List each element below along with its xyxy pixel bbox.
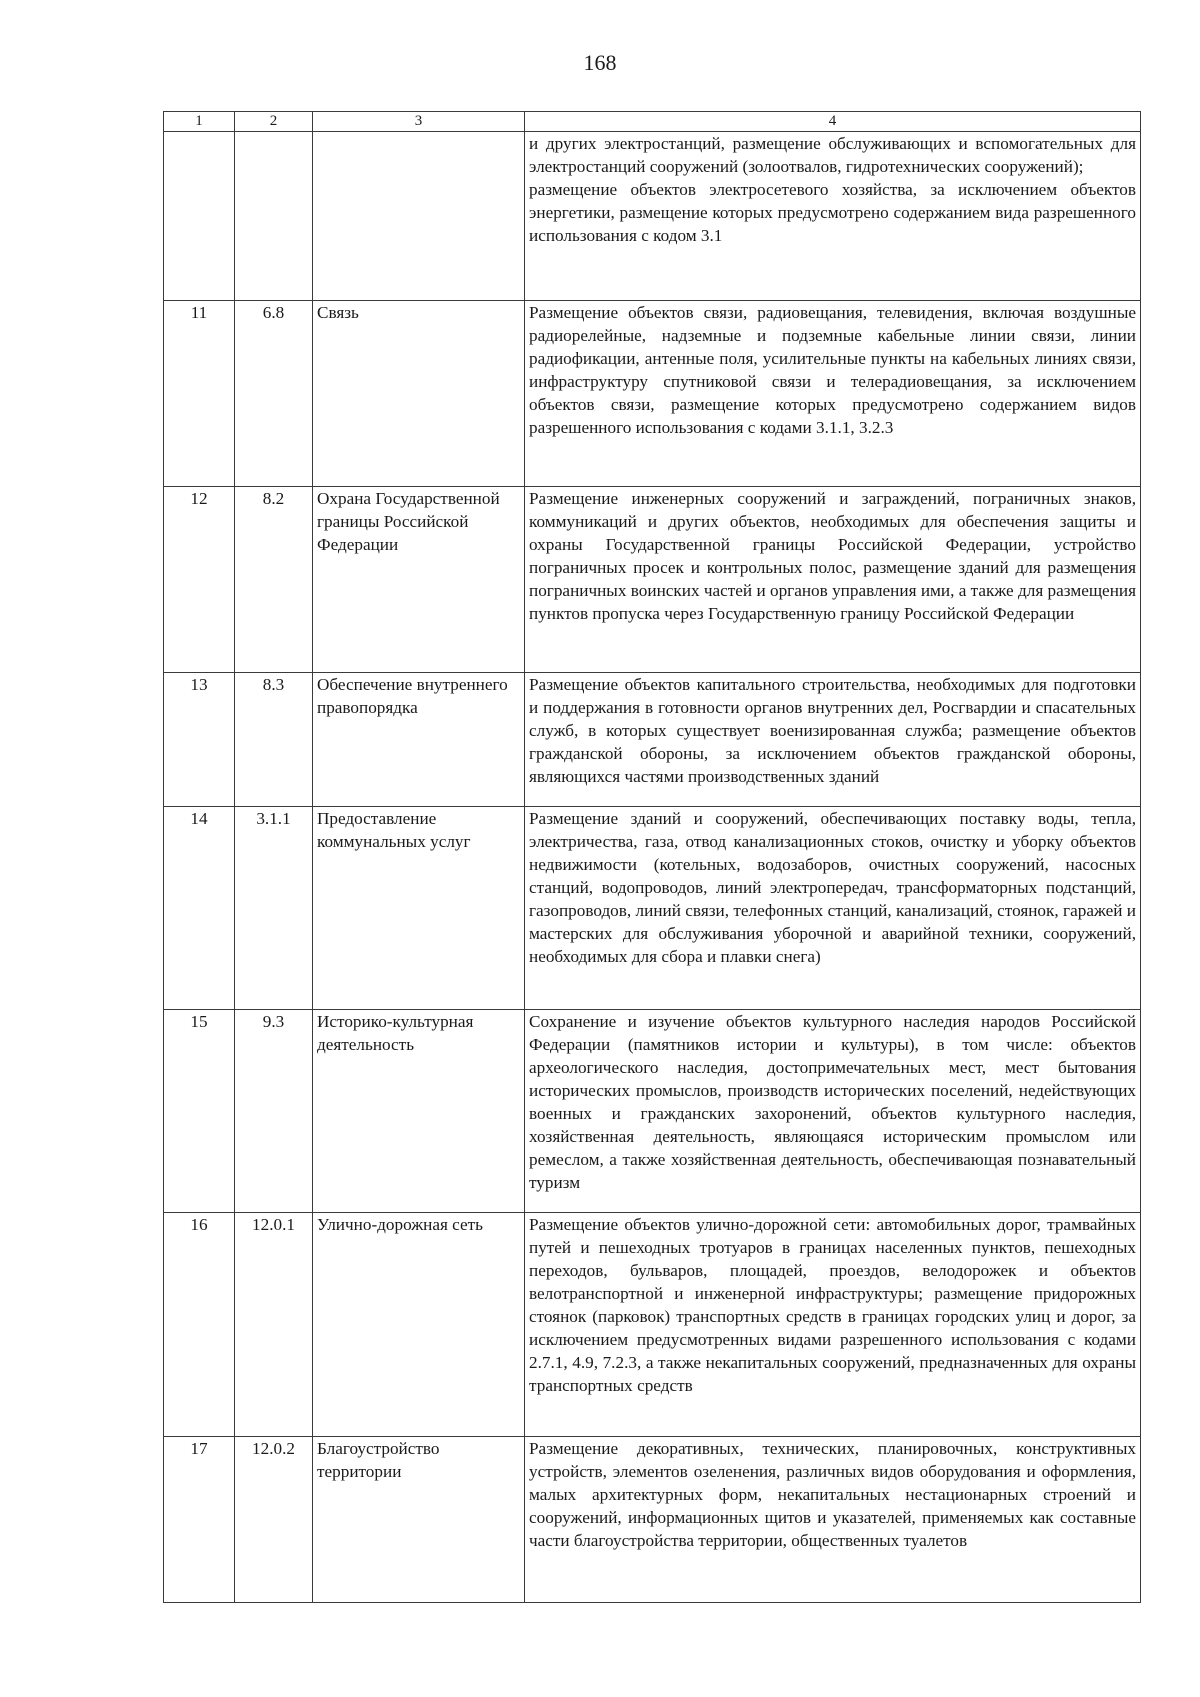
row-number-cell	[164, 132, 235, 301]
row-number-cell: 17	[164, 1437, 235, 1603]
table-header-row	[164, 112, 1141, 132]
table-row	[164, 1213, 1141, 1437]
row-number-cell: 13	[164, 673, 235, 807]
page-number: 168	[583, 50, 617, 75]
table-row	[164, 301, 1141, 487]
table-row	[164, 673, 1141, 807]
row-code-cell	[235, 132, 313, 301]
column-header-2: 2	[235, 112, 313, 132]
row-name-cell: Благоустройство территории	[313, 1437, 525, 1603]
row-code-cell: 9.3	[235, 1010, 313, 1213]
land-use-table	[163, 111, 1141, 1603]
row-number-cell: 12	[164, 487, 235, 673]
column-header-3: 3	[313, 112, 525, 132]
row-code-cell: 12.0.2	[235, 1437, 313, 1603]
row-name-cell: Охрана Государственной границы Российской Федерации	[313, 487, 525, 673]
table-row-continuation	[164, 132, 1141, 301]
row-code-cell: 8.2	[235, 487, 313, 673]
row-description-cell: Размещение декоративных, технических, планировочных, конструктивных устройств, элементов озеленения, различных видов оборудования и оформления, малых архитектурных форм, некапитальных нестационарных строений и сооружений, информационных щитов и указателей, применяемых как составные части благоустройства территории, общественных туалетов	[525, 1437, 1141, 1603]
row-number-cell: 11	[164, 301, 235, 487]
row-code-cell: 6.8	[235, 301, 313, 487]
row-name-cell: Предоставление коммунальных услуг	[313, 807, 525, 1010]
description-paragraph: размещение объектов электросетевого хозяйства, за исключением объектов энергетики, размещение которых предусмотрено содержанием вида разрешенного использования с кодом 3.1	[529, 180, 1136, 245]
row-description-cell: Размещение зданий и сооружений, обеспечивающих поставку воды, тепла, электричества, газа, отвод канализационных стоков, очистку и уборку объектов недвижимости (котельных, водозаборов, очистных сооружений, насосных станций, водопроводов, линий электропередач, трансформаторных подстанций, газопроводов, линий связи, телефонных станций, канализаций, стоянок, гаражей и мастерских для обслуживания уборочной и аварийной техники, сооружений, необходимых для сбора и плавки снега)	[525, 807, 1141, 1010]
column-header-4: 4	[525, 112, 1141, 132]
row-code-cell: 3.1.1	[235, 807, 313, 1010]
row-code-cell: 8.3	[235, 673, 313, 807]
row-code-cell: 12.0.1	[235, 1213, 313, 1437]
row-description-cell: Размещение объектов капитального строительства, необходимых для подготовки и поддержания в готовности органов внутренних дел, Росгвардии и спасательных служб, в которых существует военизированная служба; размещение объектов гражданской обороны, за исключением объектов гражданской обороны, являющихся частями производственных зданий	[525, 673, 1141, 807]
table-row	[164, 807, 1141, 1010]
row-name-cell: Обеспечение внутреннего правопорядка	[313, 673, 525, 807]
table-row	[164, 1010, 1141, 1213]
description-paragraph: и других электростанций, размещение обслуживающих и вспомогательных для электростанций сооружений (золоотвалов, гидротехнических сооружений);	[529, 134, 1136, 176]
table-row	[164, 487, 1141, 673]
row-name-cell	[313, 132, 525, 301]
row-description-cell: Размещение объектов улично-дорожной сети: автомобильных дорог, трамвайных путей и пешеходных тротуаров в границах населенных пунктов, пешеходных переходов, бульваров, площадей, проездов, велодорожек и объектов велотранспортной и инженерной инфраструктуры; размещение придорожных стоянок (парковок) транспортных средств в границах городских улиц и дорог, за исключением предусмотренных видами разрешенного использования с кодами 2.7.1, 4.9, 7.2.3, а также некапитальных сооружений, предназначенных для охраны транспортных средств	[525, 1213, 1141, 1437]
row-description-cell: Сохранение и изучение объектов культурного наследия народов Российской Федерации (памятников истории и культуры), в том числе: объектов археологического наследия, достопримечательных мест, мест бытования исторических промыслов, производств исторических поселений, недействующих военных и гражданских захоронений, объектов культурного наследия, хозяйственная деятельность, являющаяся историческим промыслом или ремеслом, а также хозяйственная деятельность, обеспечивающая познавательный туризм	[525, 1010, 1141, 1213]
table-row	[164, 1437, 1141, 1603]
row-name-cell: Историко-культурная деятельность	[313, 1010, 525, 1213]
row-number-cell: 15	[164, 1010, 235, 1213]
row-description-cell: Размещение инженерных сооружений и заграждений, пограничных знаков, коммуникаций и других объектов, необходимых для обеспечения защиты и охраны Государственной границы Российской Федерации, устройство пограничных просек и контрольных полос, размещение зданий для размещения пограничных воинских частей и органов управления ими, а также для размещения пунктов пропуска через Государственную границу Российской Федерации	[525, 487, 1141, 673]
row-description-cell: Размещение объектов связи, радиовещания, телевидения, включая воздушные радиорелейные, надземные и подземные кабельные линии связи, линии радиофикации, антенные поля, усилительные пункты на кабельных линиях связи, инфраструктуру спутниковой связи и телерадиовещания, за исключением объектов связи, размещение которых предусмотрено содержанием видов разрешенного использования с кодами 3.1.1, 3.2.3	[525, 301, 1141, 487]
row-number-cell: 14	[164, 807, 235, 1010]
row-number-cell: 16	[164, 1213, 235, 1437]
row-description-cell	[525, 132, 1141, 301]
row-name-cell: Улично-дорожная сеть	[313, 1213, 525, 1437]
row-name-cell: Связь	[313, 301, 525, 487]
column-header-1: 1	[164, 112, 235, 132]
